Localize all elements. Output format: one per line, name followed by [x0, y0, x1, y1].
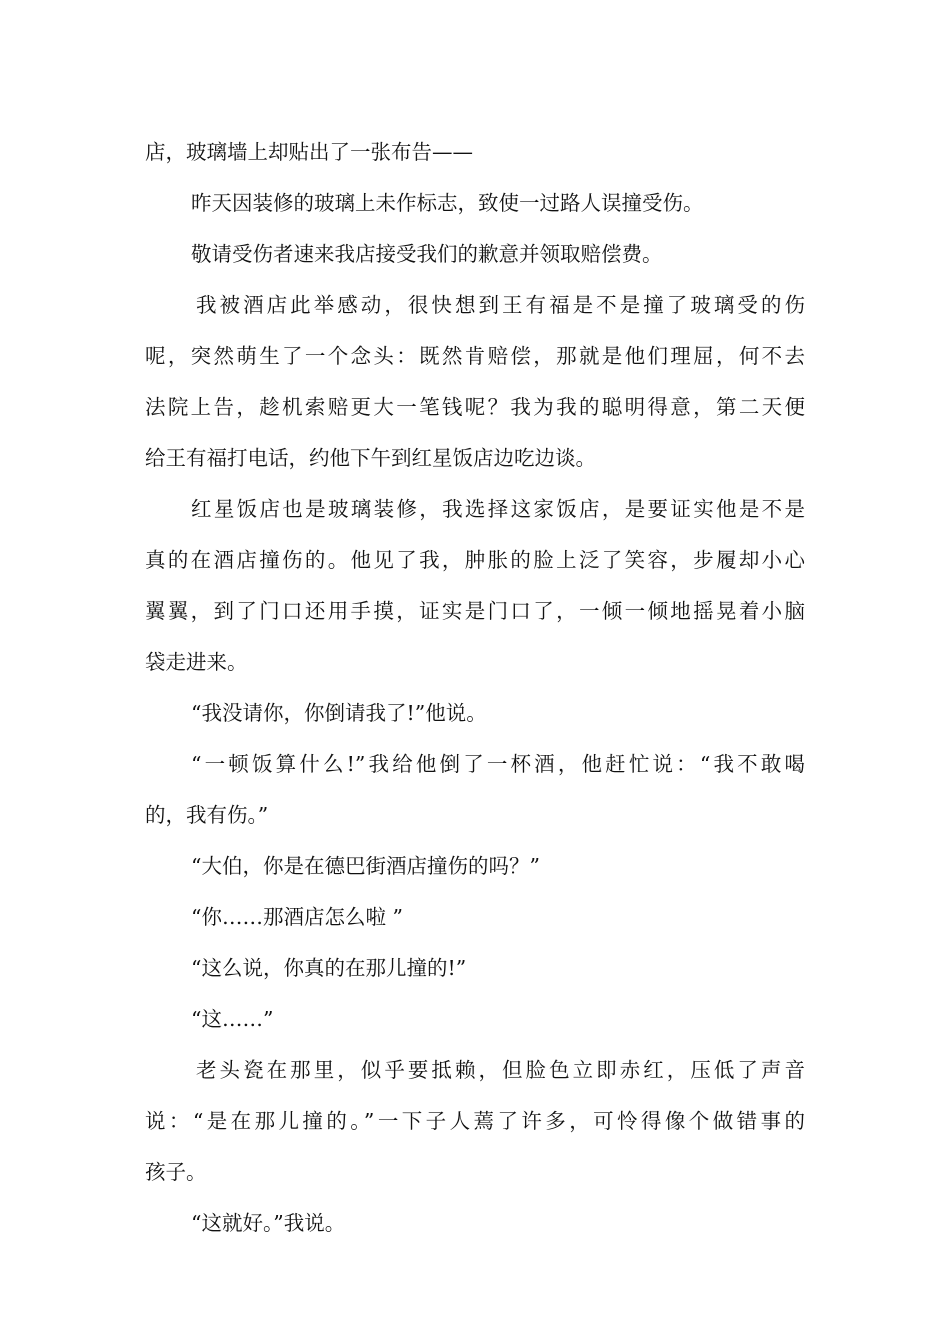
text-line: 红星饭店也是玻璃装修，我选择这家饭店，是要证实他是不是	[191, 497, 805, 521]
document-body	[145, 132, 805, 1254]
text-line: 店，玻璃墙上却贴出了一张布告——	[145, 140, 473, 164]
text-line: “一顿饭算什么!”我给他倒了一杯酒，他赶忙说：“我不敢喝	[191, 752, 805, 776]
text-line: 法院上告，趁机索赔更大一笔钱呢？我为我的聪明得意，第二天便	[145, 395, 805, 419]
text-line: “这……”	[191, 1007, 274, 1031]
text-line: 昨天因装修的玻璃上未作标志，致使一过路人误撞受伤。	[191, 191, 704, 215]
text-line: 呢，突然萌生了一个念头：既然肯赔偿，那就是他们理屈，何不去	[145, 344, 805, 368]
text-line: 孩子。	[145, 1160, 207, 1184]
text-line: “大伯，你是在德巴街酒店撞伤的吗？”	[191, 854, 540, 878]
text-line: “这么说，你真的在那儿撞的!”	[191, 956, 467, 980]
text-line: 说：“是在那儿撞的。”一下子人蔫了许多，可怜得像个做错事的	[145, 1109, 805, 1133]
text-line: “我没请你，你倒请我了!”他说。	[191, 701, 487, 725]
text-line: 的，我有伤。”	[145, 803, 269, 827]
text-line: “你……那酒店怎么啦 ”	[191, 905, 403, 929]
text-line: 真的在酒店撞伤的。他见了我，肿胀的脸上泛了笑容，步履却小心	[145, 548, 805, 572]
text-line: 我被酒店此举感动，很快想到王有福是不是撞了玻璃受的伤	[196, 293, 805, 317]
text-line: 敬请受伤者速来我店接受我们的歉意并领取赔偿费。	[191, 242, 663, 266]
text-line: 老头瓷在那里，似乎要抵赖，但脸色立即赤红，压低了声音	[196, 1058, 805, 1082]
text-line: 袋走进来。	[145, 650, 248, 674]
text-line: 给王有福打电话，约他下午到红星饭店边吃边谈。	[145, 446, 596, 470]
text-line: 翼翼，到了门口还用手摸，证实是门口了，一倾一倾地摇晃着小脑	[145, 599, 805, 623]
text-line: “这就好。”我说。	[191, 1211, 346, 1235]
